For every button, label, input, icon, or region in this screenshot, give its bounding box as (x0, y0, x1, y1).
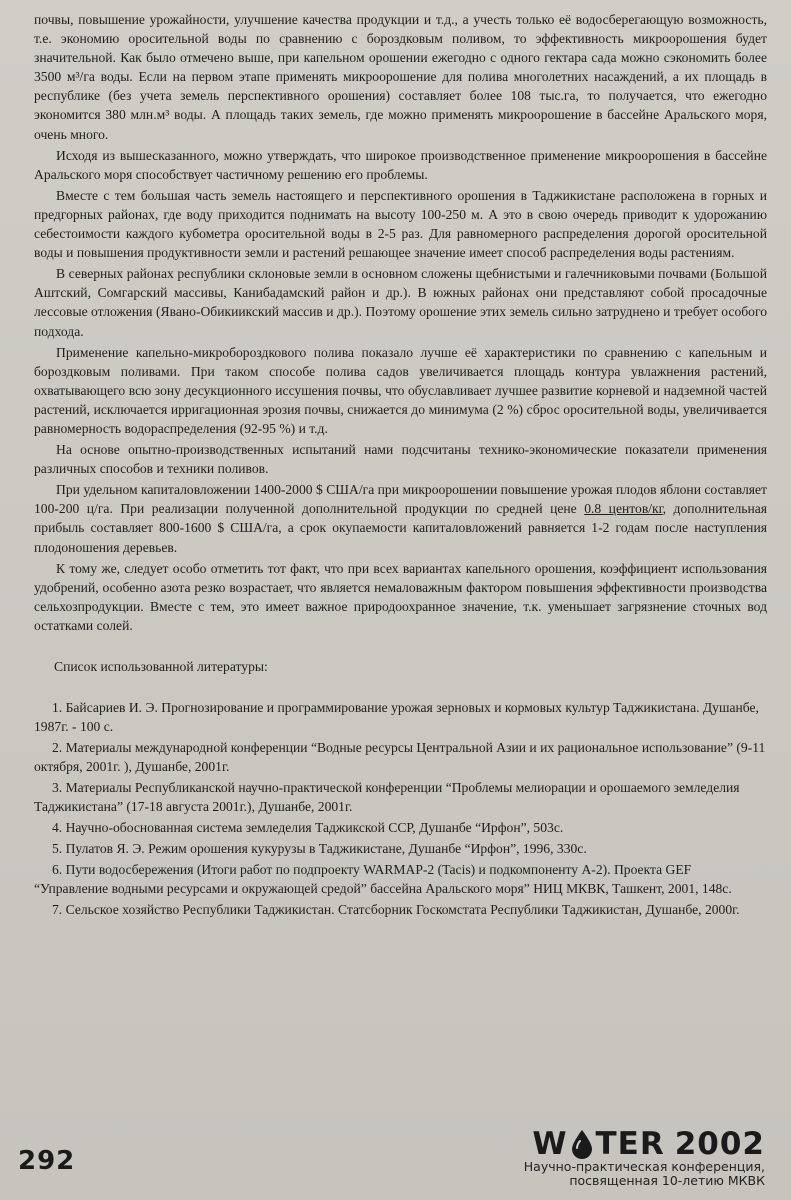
reference-item: 6. Пути водосбережения (Итоги работ по подпроекту WARMAP-2 (Tacis) и подкомпоненту А-2). Проекта GEF “Управление водными ресурсами и окружающей средой” бассейна Аральского моря” НИЦ МКВК, Ташкент, 2001, 148с. (34, 862, 732, 896)
reference-item: 7. Сельское хозяйство Республики Таджикистан. Статсборник Госкомстата Республики Таджикистан, Душанбе, 2000г. (52, 902, 740, 917)
underlined-price: 0.8 центов/кг (584, 501, 663, 517)
paragraph-6: На основе опытно-производственных испытаний нами подсчитаны технико-экономические показатели применения различных способов и техники поливов. (34, 442, 767, 477)
page-number: 292 (18, 1146, 76, 1176)
references-title: Список использованной литературы: (54, 659, 268, 674)
reference-item: 3. Материалы Республиканской научно-практической конференции “Проблемы мелиорации и орошаемого земледелия Таджикистана” (17-18 августа 2001г.), Душанбе, 2001г. (34, 780, 740, 814)
reference-item: 2. Материалы международной конференции “Водные ресурсы Центральной Азии и их рациональное использование” (9-11 октября, 2001г. ), Душанбе, 2001г. (34, 740, 766, 774)
logo-letters-ter: TER (595, 1126, 665, 1162)
paragraph-1: почвы, повышение урожайности, улучшение качества продукции и т.д., а учесть только её водосберегающую возможность, т.е. экономию оросительной воды по сравнению с бороздковым поливом, то эффективность микроорошения будет значительной. Как было отмечено выше, при капельном орошении ежегодно с одного гектара сада можно сэкономить более 3500 м³/га воды. Если на первом этапе применять микроорошение для полива многолетних насаждений, а их площадь в республике (без учета земель перспективного орошения) составляет более 108 тыс.га, то получается, что ежегодно экономится 380 млн.м³ воды. А площадь таких земель, где можно применять микроорошение в бассейне Аральского моря, очень много. (34, 12, 767, 142)
water-2002-logo (524, 1128, 765, 1160)
paragraph-7-start: При удельном капиталовложении 1400-2000 $ США/га при микроорошении повышение урожая плодов яблони составляет 100-200 ц/га. При реализации полученной дополнительной продукции по средней цене (34, 482, 767, 517)
conference-subtitle-line-1: Научно-практическая конференция, (523, 1159, 765, 1174)
reference-item: 1. Байсариев И. Э. Прогнозирование и программирование урожая зерновых и кормовых культур Таджикистана. Душанбе, 1987г. - 100 с. (34, 700, 759, 734)
conference-subtitle-line-2: посвященная 10-летию МКВК (569, 1173, 765, 1188)
water-drop-icon (569, 1129, 595, 1159)
logo-year: 2002 (674, 1126, 765, 1162)
conference-brand (524, 1128, 765, 1188)
references-list (34, 698, 767, 919)
body-text (34, 10, 767, 635)
reference-item: 4. Научно-обоснованная система земледелия Таджикской ССР, Душанбе “Ирфон”, 503с. (52, 820, 564, 835)
reference-item: 5. Пулатов Я. Э. Режим орошения кукурузы в Таджикистане, Душанбе “Ирфон”, 1996, 330с. (52, 841, 587, 856)
paragraph-2: Исходя из вышесказанного, можно утверждать, что широкое производственное применение микроорошения в бассейне Аральского моря способствует частичному решению его проблемы. (34, 147, 767, 182)
paragraph-4: В северных районах республики склоновые земли в основном сложены щебнистыми и галечниковыми почвами (Большой Аштский, Сомгарский массивы, Канибадамский район и др.). В южных районах они представляют собой просадочные лессовые отложения (Явано-Обикиикский массив и др.). Поэтому орошение этих земель сильно затруднено и требует особого подхода. (34, 266, 767, 339)
paragraph-7 (34, 480, 767, 556)
page-footer (0, 1120, 791, 1200)
paragraph-8: К тому же, следует особо отметить тот факт, что при всех вариантах капельного орошения, коэффициент использования удобрений, особенно азота резко возрастает, что является немаловажным фактором повышения эффективности производства сельхозпродукции. Вместе с тем, это имеет важное природоохранное значение, т.к. уменьшает загрязнение сточных вод остатками солей. (34, 560, 767, 633)
water-drop-shape (572, 1130, 592, 1159)
paragraph-3: Вместе с тем большая часть земель настоящего и перспективного орошения в Таджикистане расположена в горных и предгорных районах, где воду приходится поднимать на высоту 100-250 м. А это в свою очередь приводит к удорожанию себестоимости каждого кубометра оросительной воды в 2-5 раз. Для равномерного распределения дорогой оросительной воды и повышения продуктивности земли и растений решающее значение имеет способ распределения воды растениям. (34, 187, 767, 261)
logo-letter-w: W (532, 1126, 568, 1162)
paragraph-7-end: , дополнительная прибыль составляет 800-1600 $ США/га, а срок окупаемости капиталовложений равняется 1-2 годам после наступления плодоношения деревьев. (34, 501, 768, 555)
paragraph-5: Применение капельно-микробороздкового полива показало лучше её характеристики по сравнению с капельным и бороздковым поливами. При таком способе полива садов увеличивается площадь контура увлажнения растений, охватывающего всю зону десукционного иссушения почвы, что обуславливает лучшее развитие корневой и надземной частей растений, исключается ирригационная эрозия почвы, снижается до минимума (2 %) сброс оросительной воды, увеличивается равномерность водораспределения (92-95 %) и т.д. (34, 344, 767, 436)
